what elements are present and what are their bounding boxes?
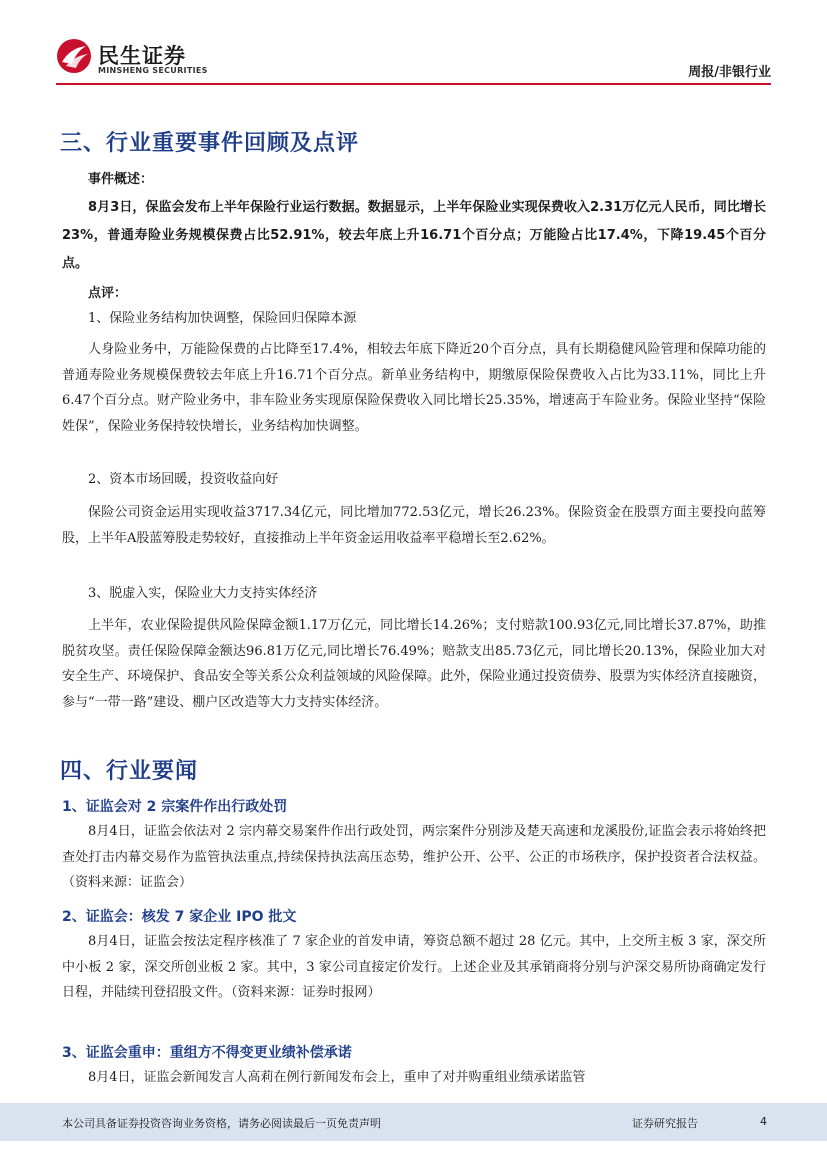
- news-1-text: 8月4日，证监会依法对 2 宗内幕交易案件作出行政处罚，两宗案件分别涉及楚天高速和龙溪股份,证监会表示将始终把查处打击内幕交易作为监管执法重点,持续保持执法高压态势，维护公开、公平、公正的市场秩序，保护投资者合法权益。（资料来源：证监会）: [62, 824, 766, 890]
- point-1-title: 1、保险业务结构加快调整，保险回归保障本源: [88, 311, 357, 326]
- minsheng-logo-icon: [56, 38, 92, 74]
- report-type: 周报/非银行业: [688, 65, 771, 80]
- event-text: 8月3日，保监会发布上半年保险行业运行数据。数据显示，上半年保险业实现保费收入2.31万亿元人民币，同比增长23%，普通寿险业务规模保费占比52.91%，较去年底上升16.71个百分点；万能险占比17.4%，下降19.45个百分点。: [62, 200, 766, 271]
- event-label: 事件概述：: [88, 172, 154, 187]
- comment-label: 点评：: [88, 286, 128, 301]
- point-3-title: 3、脱虚入实，保险业大力支持实体经济: [88, 586, 318, 601]
- brand-name-en: MINSHENG SECURITIES: [98, 66, 208, 75]
- news-3-title: 3、证监会重申：重组方不得变更业绩补偿承诺: [62, 1045, 352, 1061]
- section-4-title: 四、行业要闻: [60, 759, 199, 784]
- point-2-text: 保险公司资金运用实现收益3717.34亿元，同比增加772.53亿元，增长26.23%。保险资金在股票方面主要投向蓝筹股，上半年A股蓝筹股走势较好，直接推动上半年资金运用收益率平稳增长至2.62%。: [62, 505, 766, 546]
- point-1-text: 人身险业务中，万能险保费的占比降至17.4%，相较去年底下降近20个百分点，具有长期稳健风险管理和保障功能的普通寿险业务规模保费较去年底上升16.71个百分点。新单业务结构中，期缴原保险保费收入占比为33.11%，同比上升6.47个百分点。财产险业务中，非车险业务实现原保险保费收入同比增长25.35%，增速高于车险业务。保险业坚持“保险姓保”，保险业务保持较快增长，业务结构加快调整。: [62, 342, 766, 434]
- footer-doc-type: 证券研究报告: [632, 1117, 698, 1130]
- footer-disclaimer: 本公司具备证券投资咨询业务资格，请务必阅读最后一页免责声明: [62, 1117, 381, 1130]
- section-3-title: 三、行业重要事件回顾及点评: [60, 131, 360, 156]
- page-header: [0, 0, 827, 84]
- page-footer: [0, 1103, 827, 1141]
- page-number: 4: [760, 1115, 767, 1128]
- point-3-text: 上半年，农业保险提供风险保障金额1.17万亿元，同比增长14.26%；支付赔款100.93亿元,同比增长37.87%，助推脱贫攻坚。责任保险保障金额达96.81万亿元,同比增长76.49%；赔款支出85.73亿元，同比增长20.13%，保险业加大对安全生产、环境保护、食品安全等关系公众利益领域的风险保障。此外，保险业通过投资债券、股票为实体经济直接融资，参与“一带一路”建设、棚户区改造等大力支持实体经济。: [62, 618, 766, 710]
- brand-name-cn: 民生证券: [98, 44, 186, 68]
- news-2-title: 2、证监会：核发 7 家企业 IPO 批文: [62, 909, 297, 925]
- news-3-text: 8月4日，证监会新闻发言人高莉在例行新闻发布会上，重申了对并购重组业绩承诺监管: [88, 1070, 586, 1085]
- header-divider: [56, 83, 771, 85]
- news-1-title: 1、证监会对 2 宗案件作出行政处罚: [62, 799, 288, 815]
- news-2-text: 8月4日，证监会按法定程序核准了 7 家企业的首发申请，筹资总额不超过 28 亿元。其中，上交所主板 3 家，深交所中小板 2 家，深交所创业板 2 家。其中，3 家公司直接定价发行。上述企业及其承销商将分别与沪深交易所协商确定发行日程，并陆续刊登招股文件。（资料来源：证券时报网）: [62, 934, 766, 1000]
- point-2-title: 2、资本市场回暖，投资收益向好: [88, 472, 279, 487]
